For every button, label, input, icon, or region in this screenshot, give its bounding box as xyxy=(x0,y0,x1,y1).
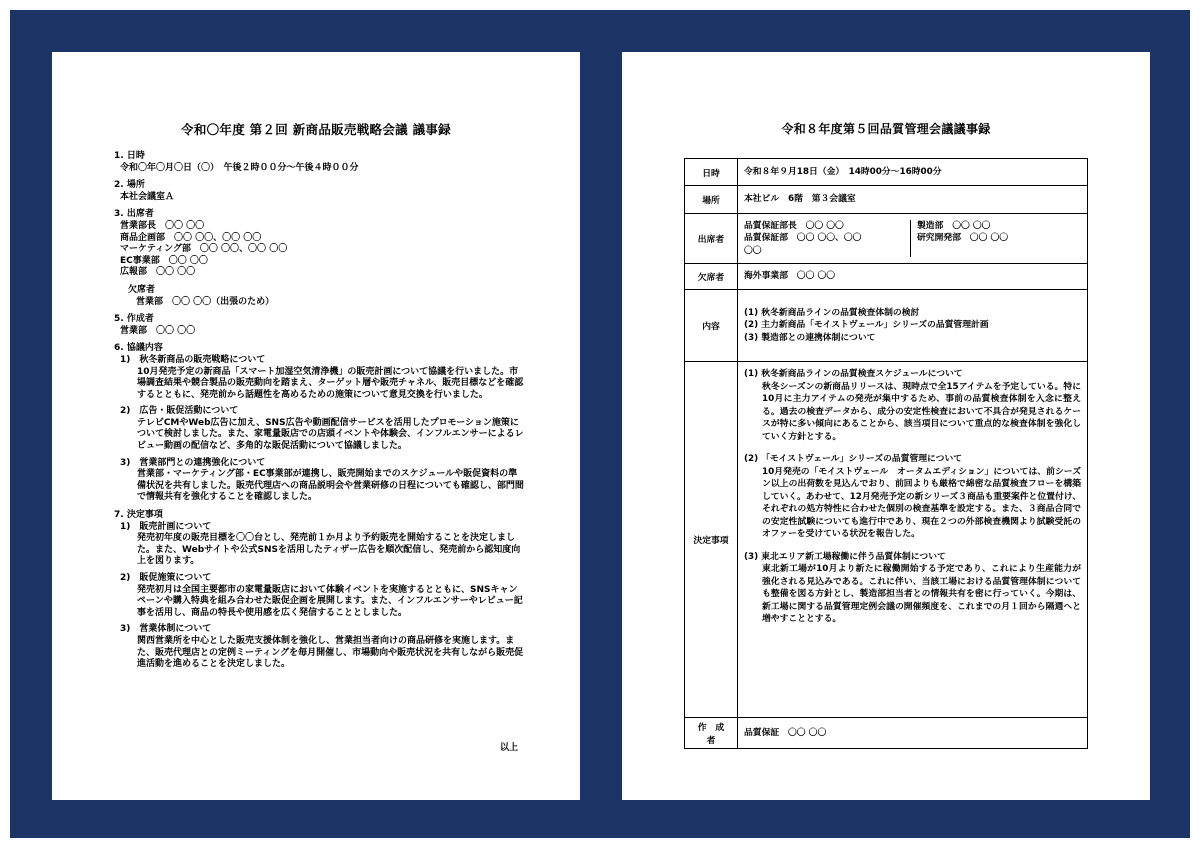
agenda-line: (3) 製造部との連携体制について xyxy=(744,332,876,343)
section-discussion xyxy=(114,343,524,504)
item-heading: 3) 営業体制について xyxy=(120,624,212,635)
row-label: 場所 xyxy=(685,186,738,214)
item-heading: 1) 販売計画について xyxy=(120,521,212,532)
attendee-line: 広報部 〇〇 〇〇 xyxy=(120,267,196,278)
table-row-author xyxy=(685,718,1088,749)
attendee-grid xyxy=(744,220,1081,258)
row-label: 決定事項 xyxy=(685,362,738,718)
section-heading: 5. 作成者 xyxy=(114,314,154,325)
item-text: 発売初年度の販売目標を〇〇台とし、発売前１か月より予約販売を開始することを決定しました。また、Webサイトや公式SNSを活用したティザー広告を順次配信し、発売前から認知度向上を図ります。 xyxy=(137,533,521,567)
section-heading: 3. 出席者 xyxy=(114,209,154,220)
item-text: 秋冬シーズンの新商品リリースは、現時点で全15アイテムを予定している。特に10月に主力アイテムの発売が集中するため、事前の品質検査体制を入念に整える。過去の検査データから、成分の安定性検査において不具合が発見されるケースが特に多い傾向にあることから、該当項目について重点的な検査体制を強化していく方針とする。 xyxy=(762,381,1081,442)
item-text: 10月発売の「モイストヴェール オータムエディション」については、前シーズン以上の出荷数を見込んでおり、前回よりも厳格で綿密な品質検査フローを構築していく。あわせて、12月発売予定の新シリーズ３商品も重要案件と位置付け、それぞれの処方特性に合わせた個別の検査基準を設定する。また、３商品合同での安定性試験についても進行中であり、現在２つの外部検査機関より試験受託のオファーを受けている状況を報告した。 xyxy=(762,466,1081,539)
item-heading: 2) 広告・販促活動について xyxy=(120,406,239,417)
row-label: 出席者 xyxy=(685,214,738,264)
row-label: 日時 xyxy=(685,159,738,186)
attendee-line: 研究開発部 〇〇 〇〇 xyxy=(917,233,1009,244)
item-heading: 3) 営業部門との連携強化について xyxy=(120,457,266,468)
row-value: 海外事業部 〇〇 〇〇 xyxy=(738,264,1088,290)
item-text: 10月発売予定の新商品「スマート加湿空気清浄機」の販売計画について協議を行いました。市場調査結果や競合製品の販売動向を踏まえ、ターゲット層や販売チャネル、販売目標などを確認するとともに、発売前から話題性を高めるための施策について意見交換を行いました。 xyxy=(137,366,524,400)
row-value: 品質保証 〇〇 〇〇 xyxy=(738,718,1088,749)
item-text: テレビCMやWeb広告に加え、SNS広告や動画配信サービスを活用したプロモーション施策について検討しました。また、家電量販店での店頭イベントや体験会、インフルエンサーによるレビュー動画の配信など、多角的な販促活動について協議しました。 xyxy=(137,417,524,452)
table-row-date xyxy=(685,159,1088,186)
item-heading: 1) 秋冬新商品の販売戦略について xyxy=(120,354,266,365)
right-document-title: 令和８年度第５回品質管理会議議事録 xyxy=(781,122,991,136)
decision-item xyxy=(114,522,524,568)
section-line: 令和〇年〇月〇日（〇） 午後２時００分～午後４時００分 xyxy=(120,162,359,173)
left-document-body xyxy=(114,151,524,677)
section-heading: 6. 協議内容 xyxy=(114,343,163,354)
left-document-title: 令和〇年度 第２回 新商品販売戦略会議 議事録 xyxy=(181,122,451,137)
attendee-line: 製造部 〇〇 〇〇 xyxy=(917,220,991,231)
section-heading: 1. 日時 xyxy=(114,151,145,161)
item-heading: (3) 東北エリア新工場稼働に伴う品質体制について xyxy=(744,551,946,562)
row-value xyxy=(738,362,1088,718)
discussion-item xyxy=(114,406,524,452)
right-document-page xyxy=(622,52,1150,800)
attendee-line: 品質保証部 〇〇 〇〇、〇〇 xyxy=(744,233,862,244)
left-document-page xyxy=(52,52,580,800)
attendee-column xyxy=(917,220,1081,258)
decision-item xyxy=(114,573,524,619)
document-frame xyxy=(10,10,1190,838)
item-text: 関西営業所を中心とした販売支援体制を強化し、営業担当者向けの商品研修を実施します。また、販売代理店との定例ミーティングを毎月開催し、市場動向や販売状況を共有しながら販売促進活動を進めることを決定しました。 xyxy=(137,635,524,670)
row-value: 本社ビル 6階 第３会議室 xyxy=(738,186,1088,214)
attendee-line: EC事業部 〇〇 〇〇 xyxy=(120,255,208,266)
row-label: 欠席者 xyxy=(685,264,738,290)
minutes-table xyxy=(684,158,1088,749)
section-author xyxy=(114,314,524,337)
section-heading: 2. 場所 xyxy=(114,180,145,191)
attendee-line: マーケティング部 〇〇 〇〇、〇〇 〇〇 xyxy=(120,244,288,255)
table-row-place xyxy=(685,186,1088,214)
section-date xyxy=(114,151,524,174)
absent-line: 営業部 〇〇 〇〇（出張のため） xyxy=(136,296,275,307)
item-heading: 2) 販促施策について xyxy=(120,573,212,583)
decision-item xyxy=(744,368,1081,443)
attendee-column xyxy=(744,220,911,258)
discussion-item xyxy=(114,355,524,401)
absent-heading: 欠席者 xyxy=(128,284,156,295)
item-text: 東北新工場が10月より新たに稼働開始する予定であり、これにより生産能力が強化される見込みである。これに伴い、当該工場における品質管理体制についても整備を図る方針とし、製造部担当者との情報共有を密に行っていく。今期は、新工場に関する品質管理定例会議の開催頻度を、これまでの月１回から隔週へと増やすこととする。 xyxy=(762,564,1081,624)
item-heading: (2) 「モイストヴェール」シリーズの品質管理について xyxy=(744,454,963,464)
row-value xyxy=(738,290,1088,362)
section-place xyxy=(114,180,524,203)
table-row-decisions xyxy=(685,362,1088,718)
table-row-absent xyxy=(685,264,1088,290)
row-label: 作 成 者 xyxy=(685,718,738,749)
decision-item xyxy=(744,453,1081,541)
section-decisions xyxy=(114,510,524,671)
table-row-agenda xyxy=(685,290,1088,362)
item-heading: (1) 秋冬新商品ラインの品質検査スケジュールについて xyxy=(744,369,963,379)
attendee-line: 営業部長 〇〇 〇〇 xyxy=(120,220,205,231)
agenda-line: (2) 主力新商品「モイストヴェール」シリーズの品質管理計画 xyxy=(744,320,989,331)
decision-item xyxy=(744,551,1081,626)
section-line: 本社会議室Ａ xyxy=(120,191,175,202)
row-value: 令和８年９月18日（金） 14時00分～16時00分 xyxy=(738,159,1088,186)
item-text: 営業部・マーケティング部・EC事業部が連携し、販売開始までのスケジュールや販促資料の準備状況を共有しました。販売代理店への商品説明会や営業研修の日程についても確認し、部門間で情報共有を強化することを確認しました。 xyxy=(137,469,524,503)
attendee-line: 〇〇 xyxy=(744,245,762,256)
row-value xyxy=(738,214,1088,264)
discussion-item xyxy=(114,458,524,504)
section-attendees xyxy=(114,209,524,308)
section-line: 営業部 〇〇 〇〇 xyxy=(120,325,196,336)
section-heading: 7. 決定事項 xyxy=(114,510,163,521)
agenda-line: (1) 秋冬新商品ラインの品質検査体制の検討 xyxy=(744,307,920,318)
row-label: 内容 xyxy=(685,290,738,362)
decision-item xyxy=(114,624,524,670)
item-text: 発売初月は全国主要都市の家電量販店において体験イベントを実施するとともに、SNSキャンペーンや購入特典を組み合わせた販促企画を展開します。また、インフルエンサーやレビュー記事を活用し、商品の特長や使用感を広く発信することとしました。 xyxy=(137,584,523,618)
attendee-line: 商品企画部 〇〇 〇〇、〇〇 〇〇 xyxy=(120,232,262,243)
table-row-attendees xyxy=(685,214,1088,264)
end-mark: 以上 xyxy=(499,743,518,753)
attendee-line: 品質保証部長 〇〇 〇〇 xyxy=(744,220,844,231)
